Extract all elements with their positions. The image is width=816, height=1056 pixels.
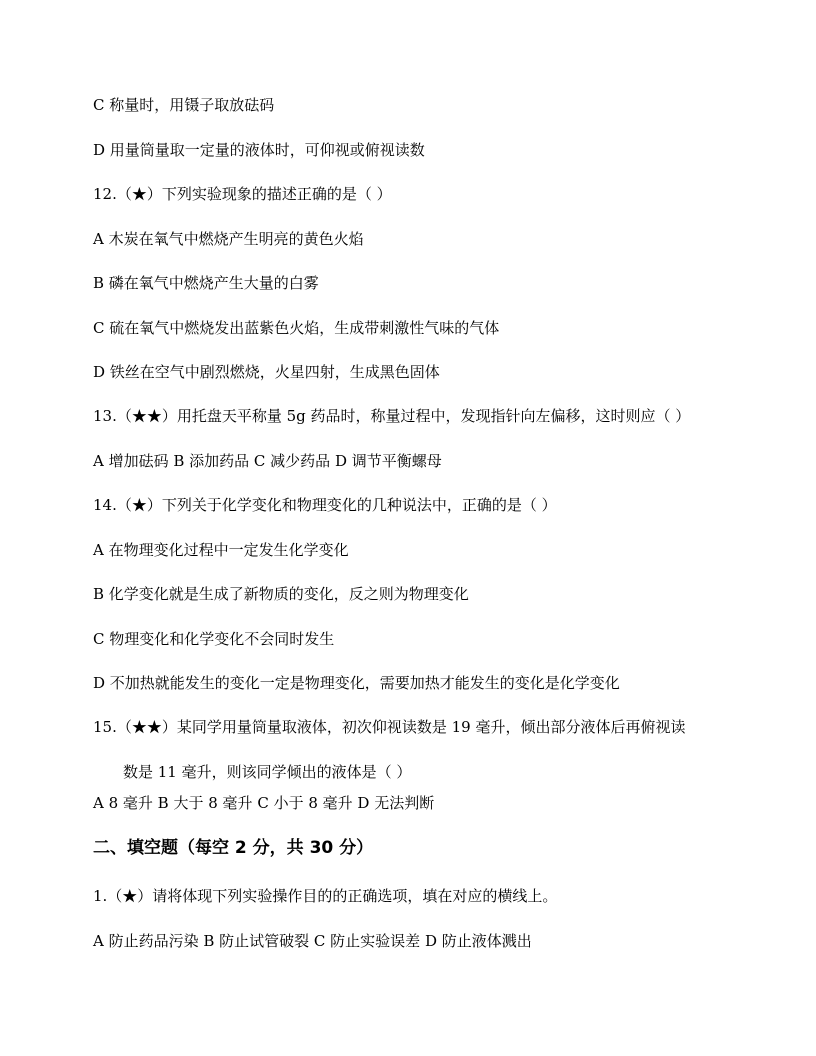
q14-option-b: B 化学变化就是生成了新物质的变化，反之则为物理变化	[93, 585, 469, 603]
q12-option-a: A 木炭在氧气中燃烧产生明亮的黄色火焰	[93, 230, 364, 248]
q12-option-c: C 硫在氧气中燃烧发出蓝紫色火焰，生成带刺激性气味的气体	[93, 319, 500, 337]
q15-question-line2: 数是 11 毫升，则该同学倾出的液体是（ ）	[123, 763, 412, 781]
q13-question: 13.（★★）用托盘天平称量 5g 药品时，称量过程中，发现指针向左偏移，这时则应（ ）	[93, 407, 691, 425]
section-heading: 二、填空题（每空 2 分，共 30 分）	[93, 838, 374, 858]
fill1-options: A 防止药品污染 B 防止试管破裂 C 防止实验误差 D 防止液体溅出	[93, 932, 532, 950]
q12-option-b: B 磷在氧气中燃烧产生大量的白雾	[93, 274, 319, 292]
q14-option-d: D 不加热就能发生的变化一定是物理变化，需要加热才能发生的变化是化学变化	[93, 674, 620, 692]
q15-question	[93, 717, 723, 782]
q13-options: A 增加砝码 B 添加药品 C 减少药品 D 调节平衡螺母	[93, 452, 442, 470]
q11-option-d: D 用量筒量取一定量的液体时，可仰视或俯视读数	[93, 141, 425, 159]
q14-option-c: C 物理变化和化学变化不会同时发生	[93, 630, 335, 648]
q12-question: 12.（★）下列实验现象的描述正确的是（ ）	[93, 185, 392, 203]
q14-option-a: A 在物理变化过程中一定发生化学变化	[93, 541, 349, 559]
q15-options: A 8 毫升 B 大于 8 毫升 C 小于 8 毫升 D 无法判断	[93, 794, 435, 812]
q12-option-d: D 铁丝在空气中剧烈燃烧，火星四射，生成黑色固体	[93, 363, 440, 381]
fill1-question: 1.（★）请将体现下列实验操作目的的正确选项，填在对应的横线上。	[93, 887, 558, 905]
q14-question: 14.（★）下列关于化学变化和物理变化的几种说法中，正确的是（ ）	[93, 496, 557, 514]
q15-question-line1: 15.（★★）某同学用量筒量取液体，初次仰视读数是 19 毫升，倾出部分液体后再俯视读	[93, 718, 686, 736]
q11-option-c: C 称量时，用镊子取放砝码	[93, 96, 275, 114]
